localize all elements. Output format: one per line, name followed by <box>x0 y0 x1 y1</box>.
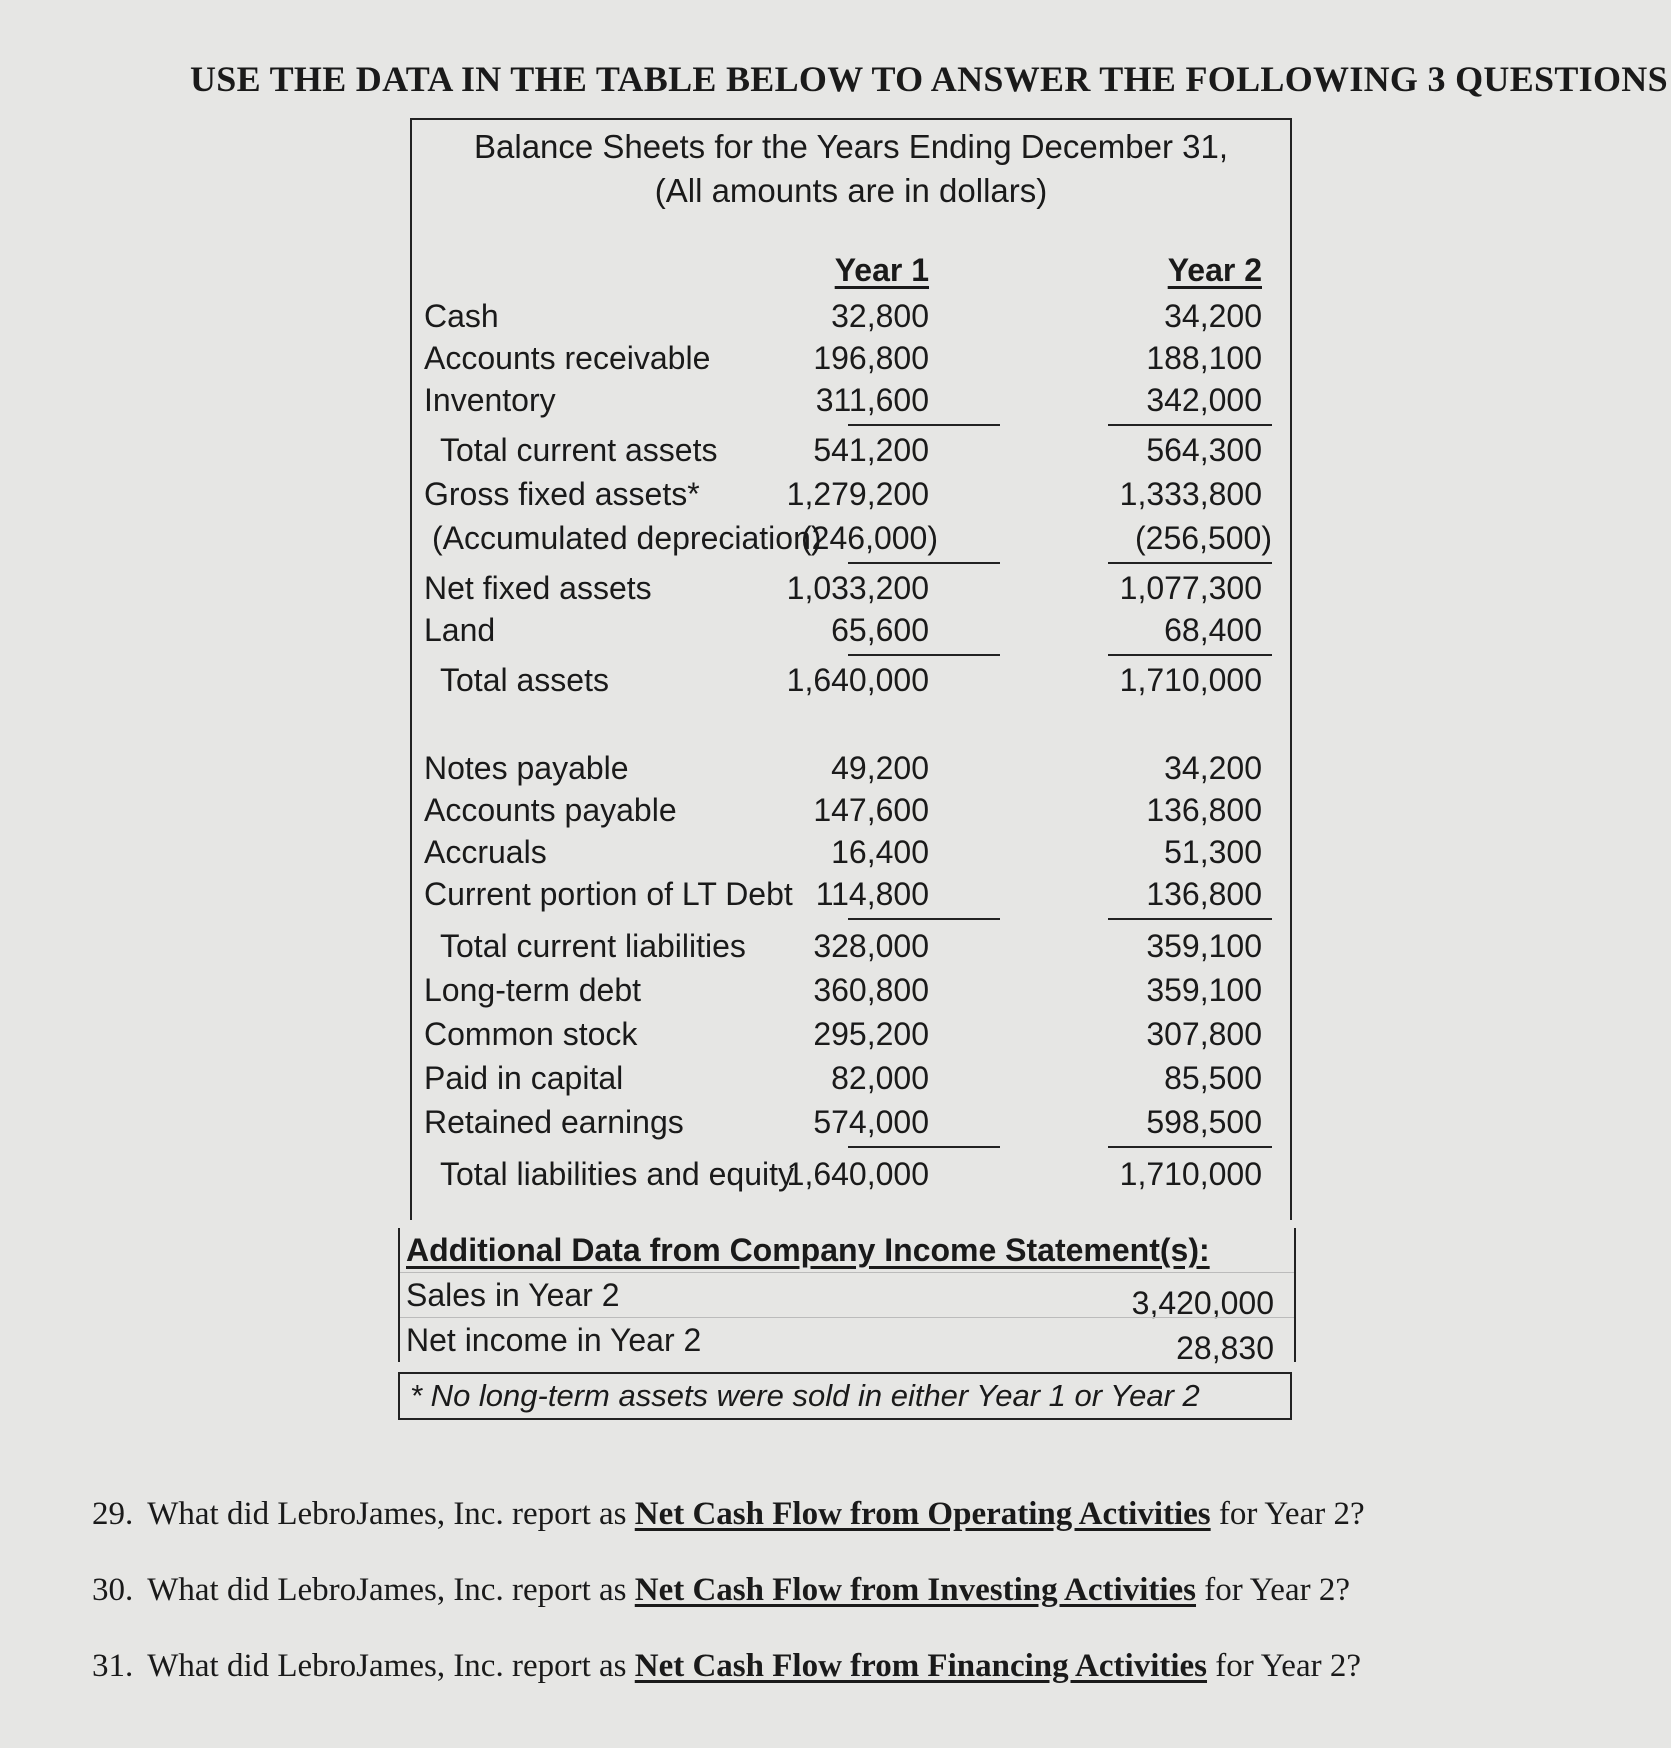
subtotal-rule <box>848 1146 1000 1148</box>
row-label: Total assets <box>440 662 609 698</box>
question-number: 30. <box>92 1572 134 1608</box>
year2-value: (256,500) <box>1135 520 1272 556</box>
year2-value: 359,100 <box>1146 972 1262 1008</box>
year1-value: 196,800 <box>813 340 929 376</box>
page-heading: USE THE DATA IN THE TABLE BELOW TO ANSWER THE FOLLOWING 3 QUESTIONS <box>190 59 1668 99</box>
question-suffix: for Year 2? <box>1204 1572 1350 1608</box>
row-label: Total liabilities and equity <box>440 1156 794 1192</box>
table-row <box>420 1014 1282 1054</box>
subtotal-rule <box>1108 1146 1272 1148</box>
year1-value: 311,600 <box>815 382 929 418</box>
year1-value: 49,200 <box>831 750 929 786</box>
row-label: Land <box>424 612 496 648</box>
year1-value: 32,800 <box>831 298 929 334</box>
col-year2-header: Year 2 <box>1167 252 1262 288</box>
year1-value: 360,800 <box>813 972 929 1008</box>
table-row <box>420 1154 1282 1194</box>
year1-value: 541,200 <box>813 432 929 468</box>
question-term: Net Cash Flow from Financing Activities <box>634 1648 1208 1684</box>
footnote-text: * No long-term assets were sold in either Year 1 or Year 2 <box>410 1378 1200 1413</box>
year1-value: 1,640,000 <box>786 662 929 698</box>
row-label: Accruals <box>424 834 547 870</box>
question-term: Net Cash Flow from Operating Activities <box>634 1496 1211 1532</box>
year1-value: 147,600 <box>813 792 929 828</box>
row-label: Gross fixed assets* <box>424 476 700 512</box>
table-row <box>420 748 1282 788</box>
row-label: Notes payable <box>424 750 629 786</box>
table-row <box>420 474 1282 514</box>
year1-value: 16,400 <box>831 834 929 870</box>
year2-value: 136,800 <box>1146 792 1262 828</box>
net-income-value: 28,830 <box>1176 1330 1274 1366</box>
year2-value: 34,200 <box>1164 298 1262 334</box>
sales-value: 3,420,000 <box>1131 1285 1274 1321</box>
table-row <box>420 790 1282 830</box>
table-row <box>420 610 1282 650</box>
subtotal-rule <box>1108 562 1272 564</box>
year1-value: 1,640,000 <box>786 1156 929 1192</box>
question-31 <box>92 1648 1592 1685</box>
row-label: (Accumulated depreciation) <box>432 520 822 556</box>
table-row <box>420 430 1282 470</box>
year2-value: 188,100 <box>1146 340 1262 376</box>
subtotal-rule <box>1108 654 1272 656</box>
year1-value: 295,200 <box>813 1016 929 1052</box>
subtotal-rule <box>848 654 1000 656</box>
col-year1-header: Year 1 <box>834 252 929 288</box>
row-label: Accounts payable <box>424 792 677 828</box>
year2-value: 85,500 <box>1164 1060 1262 1096</box>
table-row <box>420 1102 1282 1142</box>
row-label: Total current assets <box>440 432 718 468</box>
row-label: Common stock <box>424 1016 638 1052</box>
year1-value: 1,033,200 <box>786 570 929 606</box>
column-header-row <box>420 250 1282 290</box>
net-income-row <box>400 1317 1294 1366</box>
additional-data-title-row <box>400 1228 1294 1272</box>
question-30 <box>92 1572 1592 1609</box>
row-label: Retained earnings <box>424 1104 684 1140</box>
row-label: Cash <box>424 298 499 334</box>
subtotal-rule <box>848 918 1000 920</box>
row-label: Net fixed assets <box>424 570 652 606</box>
year2-value: 51,300 <box>1164 834 1262 870</box>
table-row <box>420 296 1282 336</box>
row-label: Inventory <box>424 382 556 418</box>
table-row <box>420 518 1282 558</box>
year2-value: 1,077,300 <box>1119 570 1262 606</box>
table-subtitle: (All amounts are in dollars) <box>654 172 1048 209</box>
year1-value: 65,600 <box>831 612 929 648</box>
footnote <box>398 1372 1292 1420</box>
additional-data-section <box>398 1228 1296 1366</box>
balance-sheet-table <box>410 118 1292 1220</box>
row-label: Paid in capital <box>424 1060 624 1096</box>
year1-value: 574,000 <box>813 1104 929 1140</box>
table-row <box>420 832 1282 872</box>
subtotal-rule <box>1108 918 1272 920</box>
additional-data-title: Additional Data from Company Income Statement(s): <box>406 1232 1210 1268</box>
question-text: What did LebroJames, Inc. report as <box>147 1648 627 1684</box>
year2-value: 1,710,000 <box>1119 662 1262 698</box>
year2-value: 1,710,000 <box>1119 1156 1262 1192</box>
subtotal-rule <box>848 424 1000 426</box>
year1-value: 1,279,200 <box>786 476 929 512</box>
sales-label: Sales in Year 2 <box>406 1277 620 1313</box>
table-title: Balance Sheets for the Years Ending December 31, <box>474 128 1228 165</box>
year2-value: 359,100 <box>1146 928 1262 964</box>
year1-value: (246,000) <box>801 520 938 556</box>
table-row <box>420 970 1282 1010</box>
table-row <box>420 926 1282 966</box>
row-label: Accounts receivable <box>424 340 711 376</box>
sales-row <box>400 1272 1294 1321</box>
year1-value: 328,000 <box>813 928 929 964</box>
table-row <box>420 660 1282 700</box>
table-row <box>420 874 1282 914</box>
year1-value: 114,800 <box>815 876 929 912</box>
table-row <box>420 1058 1282 1098</box>
question-number: 31. <box>92 1648 134 1684</box>
question-number: 29. <box>92 1496 134 1532</box>
year2-value: 598,500 <box>1146 1104 1262 1140</box>
year2-value: 307,800 <box>1146 1016 1262 1052</box>
year2-value: 564,300 <box>1146 432 1262 468</box>
table-row <box>420 380 1282 420</box>
question-text: What did LebroJames, Inc. report as <box>147 1496 627 1532</box>
row-label: Long-term debt <box>424 972 642 1008</box>
year1-value: 82,000 <box>831 1060 929 1096</box>
table-row <box>420 568 1282 608</box>
year2-value: 342,000 <box>1146 382 1262 418</box>
year2-value: 136,800 <box>1146 876 1262 912</box>
table-row <box>420 338 1282 378</box>
row-label: Current portion of LT Debt <box>424 876 793 912</box>
question-suffix: for Year 2? <box>1215 1648 1361 1684</box>
year2-value: 1,333,800 <box>1119 476 1262 512</box>
year2-value: 34,200 <box>1164 750 1262 786</box>
subtotal-rule <box>848 562 1000 564</box>
net-income-label: Net income in Year 2 <box>406 1322 702 1358</box>
subtotal-rule <box>1108 424 1272 426</box>
question-suffix: for Year 2? <box>1218 1496 1365 1532</box>
year2-value: 68,400 <box>1164 612 1262 648</box>
row-label: Total current liabilities <box>440 928 746 964</box>
question-29 <box>92 1496 1592 1533</box>
question-term: Net Cash Flow from Investing Activities <box>634 1572 1197 1608</box>
question-text: What did LebroJames, Inc. report as <box>147 1572 627 1608</box>
